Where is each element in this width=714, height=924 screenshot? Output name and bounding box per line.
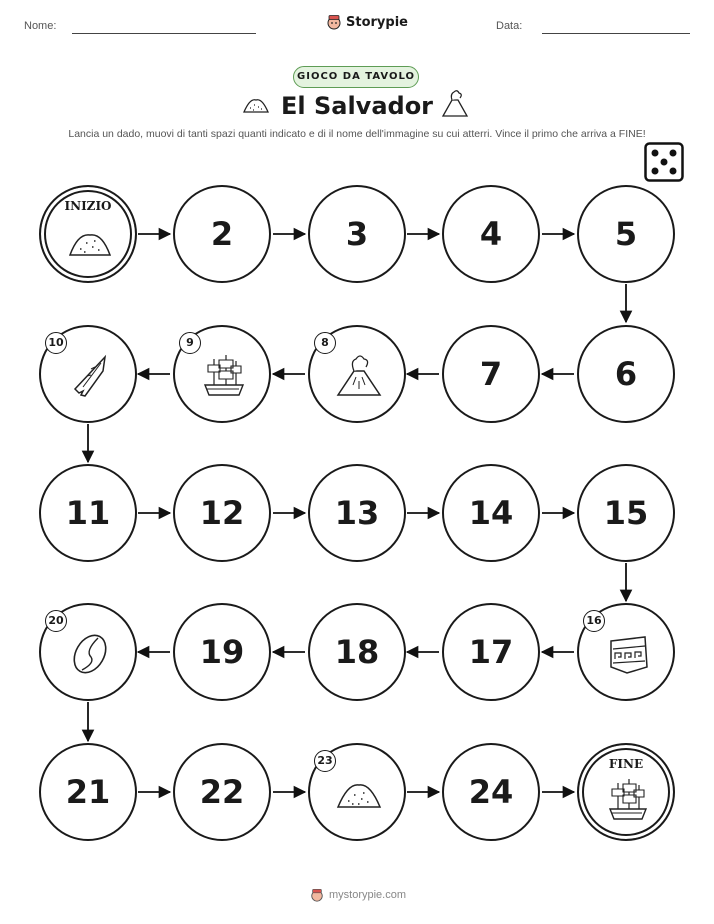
- space-number-chip: 9: [179, 332, 201, 354]
- board-space-2: [173, 185, 271, 283]
- board-space-18: [308, 603, 406, 701]
- greek-key-pottery-icon: [603, 629, 653, 679]
- space-number: 13: [334, 494, 380, 532]
- space-number: 11: [65, 494, 111, 532]
- board-space-5: [577, 185, 675, 283]
- footer: [310, 888, 406, 902]
- space-number: 17: [468, 633, 514, 671]
- start-label: INIZIO: [64, 199, 112, 213]
- board-space-7: [442, 325, 540, 423]
- board-space-21: [39, 743, 137, 841]
- space-number-chip: 16: [583, 610, 605, 632]
- sand-pile-icon: [334, 769, 384, 819]
- galleon-ship-icon: [199, 351, 249, 401]
- board-space-14: [442, 464, 540, 562]
- instructions: Lancia un dado, muovi di tanti spazi quanti indicato e di il nome dell'immagine su cui atterri. Vince il primo che arriva a FINE!: [68, 128, 646, 140]
- space-number: 19: [199, 633, 245, 671]
- space-number: 18: [334, 633, 380, 671]
- space-number: 12: [199, 494, 245, 532]
- board-space-22: [173, 743, 271, 841]
- storypie-mascot-icon: [310, 888, 324, 902]
- space-number-chip: 10: [45, 332, 67, 354]
- volcano-icon: [334, 351, 384, 401]
- sand-pile-icon: [66, 219, 114, 265]
- footer-site: mystorypie.com: [329, 889, 407, 901]
- board-space-3: [308, 185, 406, 283]
- board-space-15: [577, 464, 675, 562]
- space-number: 2: [210, 215, 234, 253]
- space-number: 4: [479, 215, 503, 253]
- space-number-chip: 20: [45, 610, 67, 632]
- space-number: 3: [345, 215, 369, 253]
- space-number: 14: [468, 494, 514, 532]
- finish-space: [577, 743, 675, 841]
- coffee-bean-icon: [65, 629, 115, 679]
- start-space: [39, 185, 137, 283]
- board-space-24: [442, 743, 540, 841]
- space-number-chip: 8: [314, 332, 336, 354]
- board-space-11: [39, 464, 137, 562]
- space-number: 6: [614, 355, 638, 393]
- board-space-12: [173, 464, 271, 562]
- finish-label: FINE: [608, 757, 644, 771]
- name-label: Nome:: [24, 20, 57, 32]
- brand-name: Storypie: [346, 14, 408, 30]
- space-number: 7: [479, 355, 503, 393]
- board-space-13: [308, 464, 406, 562]
- page-title: El Salvador: [280, 92, 434, 120]
- space-number: 5: [614, 215, 638, 253]
- game-type-badge: GIOCO DA TAVOLO: [293, 66, 419, 88]
- space-number-chip: 23: [314, 750, 336, 772]
- space-number: 22: [199, 773, 245, 811]
- board-space-6: [577, 325, 675, 423]
- board-space-17: [442, 603, 540, 701]
- arrowhead-icon: [65, 351, 115, 401]
- space-number: 24: [468, 773, 514, 811]
- board-space-4: [442, 185, 540, 283]
- date-label: Data:: [496, 20, 523, 32]
- galleon-ship-icon: [604, 777, 652, 823]
- board-space-19: [173, 603, 271, 701]
- space-number: 21: [65, 773, 111, 811]
- space-number: 15: [603, 494, 649, 532]
